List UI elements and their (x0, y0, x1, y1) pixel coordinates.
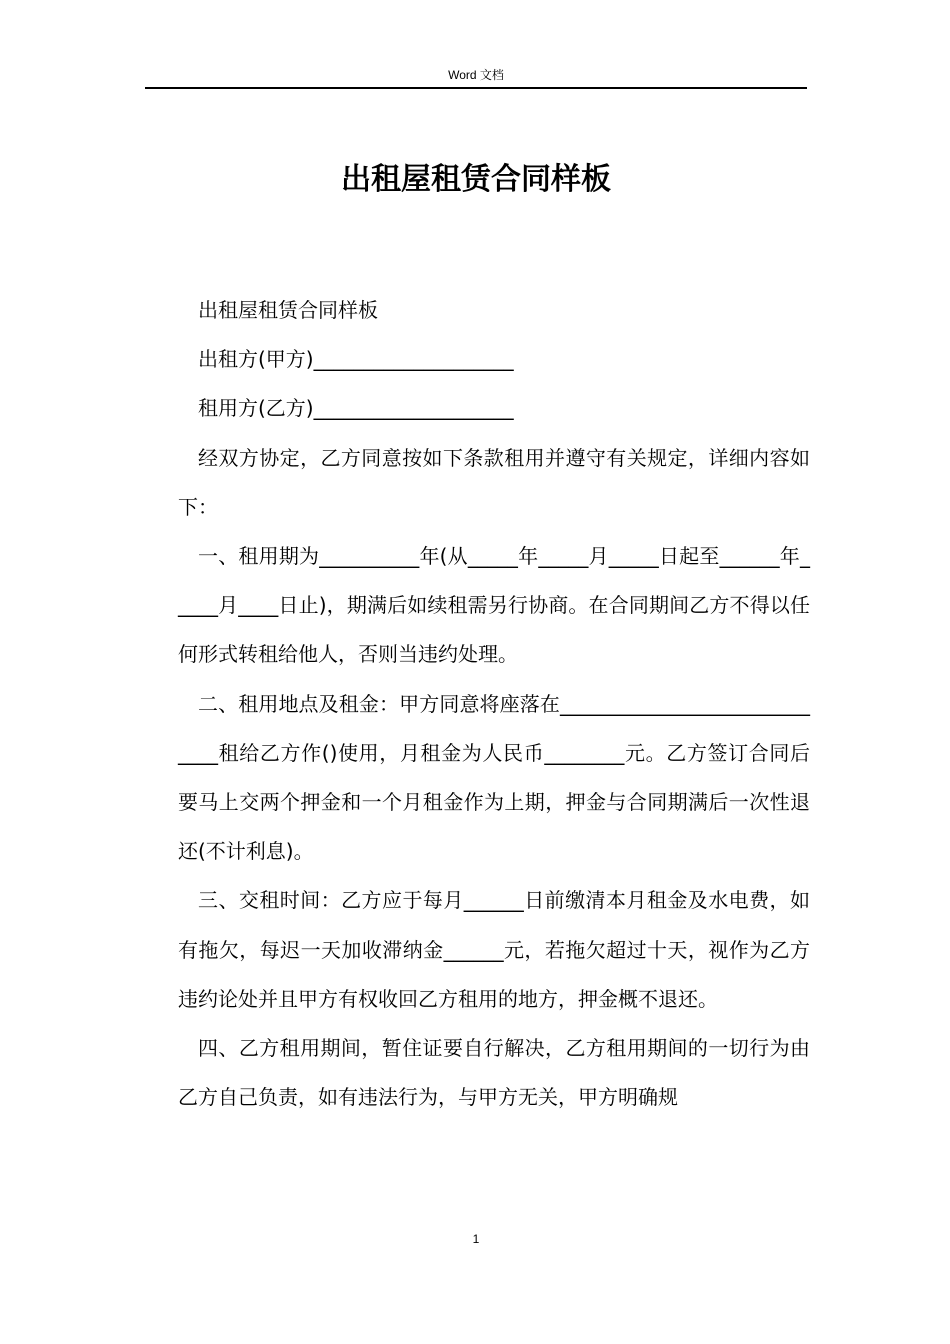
paragraph-clause-2: 二、租用地点及租金：甲方同意将座落在_____________________________租给乙方作()使用，月租金为人民币________元。乙方签订合同后要马上交两个押金和一个月租金作为上期，押金与合同期满后一次性退还(不计利息)。 (178, 691, 810, 864)
document-title: 出租屋租赁合同样板 (341, 162, 611, 197)
paragraph-clause-1: 一、租用期为__________年(从_____年_____月_____日起至______年_____月____日止)，期满后如续租需另行协商。在合同期间乙方不得以任何形式转租给他人，否则当违约处理。 (178, 544, 810, 667)
document-body (178, 286, 810, 1122)
paragraph-subtitle: 出租屋租赁合同样板 (198, 298, 378, 322)
paragraph-clause-3: 三、交租时间：乙方应于每月______日前缴清本月租金及水电费，如有拖欠，每迟一天加收滞纳金______元，若拖欠超过十天，视作为乙方违约论处并且甲方有权收回乙方租用的地方，押金概不退还。 (178, 888, 810, 1011)
paragraph-lessor: 出租方(甲方)____________________ (198, 347, 514, 372)
paragraph-lessee: 租用方(乙方)____________________ (198, 396, 514, 421)
page-number: 1 (472, 1232, 480, 1246)
page-header: Word 文档 (448, 68, 504, 82)
paragraph-clause-4: 四、乙方租用期间，暂住证要自行解决，乙方租用期间的一切行为由乙方自己负责，如有违法行为，与甲方无关，甲方明确规 (178, 1036, 810, 1110)
paragraph-intro: 经双方协定，乙方同意按如下条款租用并遵守有关规定，详细内容如下： (178, 445, 810, 519)
header-divider (145, 87, 807, 89)
